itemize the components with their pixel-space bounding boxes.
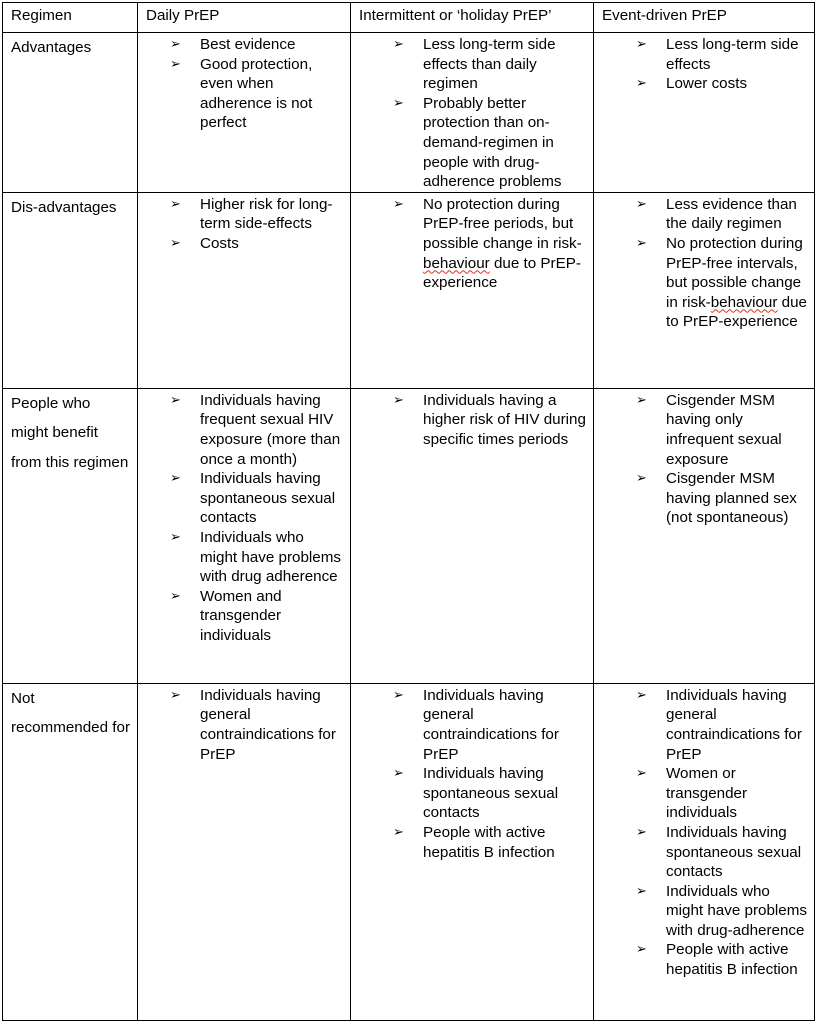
- list-item-text: Individuals having general contraindications for PrEP: [666, 686, 802, 763]
- arrowhead-bullet-icon: ➢: [636, 687, 647, 703]
- list-item: [393, 391, 587, 450]
- list-item-text: Individuals having general contraindications for PrEP: [423, 686, 559, 763]
- spellcheck-underline: behaviour: [710, 293, 778, 311]
- list-item-text: Women or transgender individuals: [666, 765, 748, 822]
- list-item-text: Individuals who might have problems with drug adherence: [200, 528, 341, 586]
- prep-regimen-table: [2, 2, 815, 1021]
- list-item: [170, 234, 344, 254]
- list-item-text: Individuals having a higher risk of HIV during specific times periods: [423, 391, 586, 448]
- list-item: [170, 35, 344, 55]
- bullet-list: [636, 35, 808, 94]
- table-header-row: [3, 3, 815, 33]
- header-intermittent-prep: Intermittent or ‘holiday PrEP’: [351, 3, 594, 33]
- cell-disadvantages-daily: [138, 192, 351, 388]
- arrowhead-bullet-icon: ➢: [636, 766, 647, 782]
- arrowhead-bullet-icon: ➢: [393, 766, 404, 782]
- arrowhead-bullet-icon: ➢: [636, 392, 647, 408]
- arrowhead-bullet-icon: ➢: [170, 392, 181, 408]
- bullet-list: [170, 195, 344, 254]
- list-item-text: People with active hepatitis B infection: [666, 941, 798, 979]
- list-item: [636, 882, 808, 941]
- header-event-driven-prep: Event-driven PrEP: [594, 3, 815, 33]
- bullet-list: [393, 195, 587, 293]
- list-item-text: People with active hepatitis B infection: [423, 823, 555, 861]
- list-item-text: Probably better protection than on-demand-regimen in people with drug-adherence problems: [423, 94, 562, 191]
- list-item: [393, 823, 587, 862]
- arrowhead-bullet-icon: ➢: [393, 687, 404, 703]
- list-item: [170, 391, 344, 469]
- row-label-disadvantages: Dis-advantages: [3, 192, 138, 388]
- list-item: [636, 686, 808, 764]
- list-item: [170, 587, 344, 646]
- list-item-text: Less evidence than the daily regimen: [666, 195, 797, 233]
- list-item-text: Cisgender MSM having only infrequent sexual exposure: [666, 391, 782, 468]
- cell-not-recommended-daily: [138, 683, 351, 1020]
- list-item-text: No protection during PrEP-free intervals, but possible change in risk-behaviour due to PrEP-experience: [666, 234, 807, 331]
- list-item: [393, 195, 587, 293]
- list-item-text: Individuals who might have problems with drug-adherence: [666, 882, 807, 939]
- list-item: [170, 55, 344, 133]
- arrowhead-bullet-icon: ➢: [393, 37, 404, 52]
- bullet-list: [393, 35, 587, 192]
- cell-advantages-event-driven: [594, 33, 815, 193]
- list-item: [393, 686, 587, 764]
- cell-advantages-daily: [138, 33, 351, 193]
- arrowhead-bullet-icon: ➢: [170, 235, 181, 251]
- list-item-text: Individuals having general contraindications for PrEP: [200, 686, 336, 763]
- list-item-text: Less long-term side effects: [666, 36, 799, 73]
- list-item: [170, 469, 344, 528]
- arrowhead-bullet-icon: ➢: [636, 883, 647, 899]
- arrowhead-bullet-icon: ➢: [636, 824, 647, 840]
- cell-not-recommended-intermittent: [351, 683, 594, 1020]
- arrowhead-bullet-icon: ➢: [636, 76, 647, 92]
- list-item-text: Cisgender MSM having planned sex (not spontaneous): [666, 470, 797, 527]
- list-item-text: Lower costs: [666, 75, 748, 93]
- bullet-list: [393, 686, 587, 862]
- list-item: [393, 764, 587, 823]
- bullet-list: [170, 35, 344, 133]
- spellcheck-underline: behaviour: [423, 254, 490, 272]
- row-label-people-who-might-benefit: People who might benefit from this regimen: [3, 388, 138, 683]
- list-item: [636, 940, 808, 979]
- arrowhead-bullet-icon: ➢: [636, 196, 647, 212]
- list-item-text: Women and transgender individuals: [200, 587, 282, 644]
- arrowhead-bullet-icon: ➢: [393, 196, 404, 212]
- list-item-text: Costs: [200, 234, 239, 252]
- list-item: [636, 764, 808, 823]
- list-item-text: Individuals having spontaneous sexual contacts: [200, 470, 336, 527]
- arrowhead-bullet-icon: ➢: [170, 687, 181, 703]
- arrowhead-bullet-icon: ➢: [393, 95, 404, 111]
- list-item-text: Best evidence: [200, 36, 296, 53]
- table-row-disadvantages: [3, 192, 815, 388]
- list-item: [636, 195, 808, 234]
- list-item: [636, 35, 808, 74]
- bullet-list: [636, 391, 808, 528]
- cell-advantages-intermittent: [351, 33, 594, 193]
- bullet-list: [636, 195, 808, 332]
- arrowhead-bullet-icon: ➢: [636, 471, 647, 487]
- list-item-text: Good protection, even when adherence is not perfect: [200, 55, 313, 132]
- list-item: [636, 234, 808, 332]
- arrowhead-bullet-icon: ➢: [636, 235, 647, 251]
- list-item: [636, 469, 808, 528]
- arrowhead-bullet-icon: ➢: [170, 588, 181, 604]
- list-item: [393, 35, 587, 94]
- arrowhead-bullet-icon: ➢: [636, 37, 647, 52]
- list-item-text: Individuals having spontaneous sexual contacts: [666, 823, 802, 881]
- arrowhead-bullet-icon: ➢: [393, 824, 404, 840]
- arrowhead-bullet-icon: ➢: [170, 56, 181, 72]
- cell-not-recommended-event-driven: [594, 683, 815, 1020]
- list-item-text: Individuals having spontaneous sexual contacts: [423, 765, 559, 822]
- cell-disadvantages-intermittent: [351, 192, 594, 388]
- table-row-not-recommended: [3, 683, 815, 1020]
- table-row-advantages: [3, 33, 815, 193]
- arrowhead-bullet-icon: ➢: [170, 529, 181, 545]
- list-item-text: Higher risk for long-term side-effects: [200, 195, 333, 233]
- list-item: [170, 528, 344, 587]
- table-row-people-who-might-benefit: [3, 388, 815, 683]
- arrowhead-bullet-icon: ➢: [636, 942, 647, 958]
- list-item: [636, 74, 808, 94]
- bullet-list: [170, 391, 344, 646]
- cell-disadvantages-event-driven: [594, 192, 815, 388]
- list-item: [170, 686, 344, 764]
- list-item-text: Individuals having frequent sexual HIV exposure (more than once a month): [200, 391, 341, 468]
- row-label-advantages: Advantages: [3, 33, 138, 193]
- arrowhead-bullet-icon: ➢: [170, 196, 181, 212]
- arrowhead-bullet-icon: ➢: [393, 392, 404, 408]
- list-item: [393, 94, 587, 192]
- cell-benefit-intermittent: [351, 388, 594, 683]
- list-item-text: Less long-term side effects than daily regimen: [423, 36, 556, 93]
- bullet-list: [636, 686, 808, 980]
- bullet-list: [170, 686, 344, 764]
- header-regimen: Regimen: [3, 3, 138, 33]
- bullet-list: [393, 391, 587, 450]
- list-item-text: No protection during PrEP-free periods, but possible change in risk-behaviour due to PrEP-experience: [423, 195, 582, 292]
- list-item: [636, 823, 808, 882]
- arrowhead-bullet-icon: ➢: [170, 471, 181, 487]
- row-label-not-recommended: Not recommended for: [3, 683, 138, 1020]
- arrowhead-bullet-icon: ➢: [170, 37, 181, 52]
- list-item: [636, 391, 808, 469]
- header-daily-prep: Daily PrEP: [138, 3, 351, 33]
- cell-benefit-event-driven: [594, 388, 815, 683]
- cell-benefit-daily: [138, 388, 351, 683]
- list-item: [170, 195, 344, 234]
